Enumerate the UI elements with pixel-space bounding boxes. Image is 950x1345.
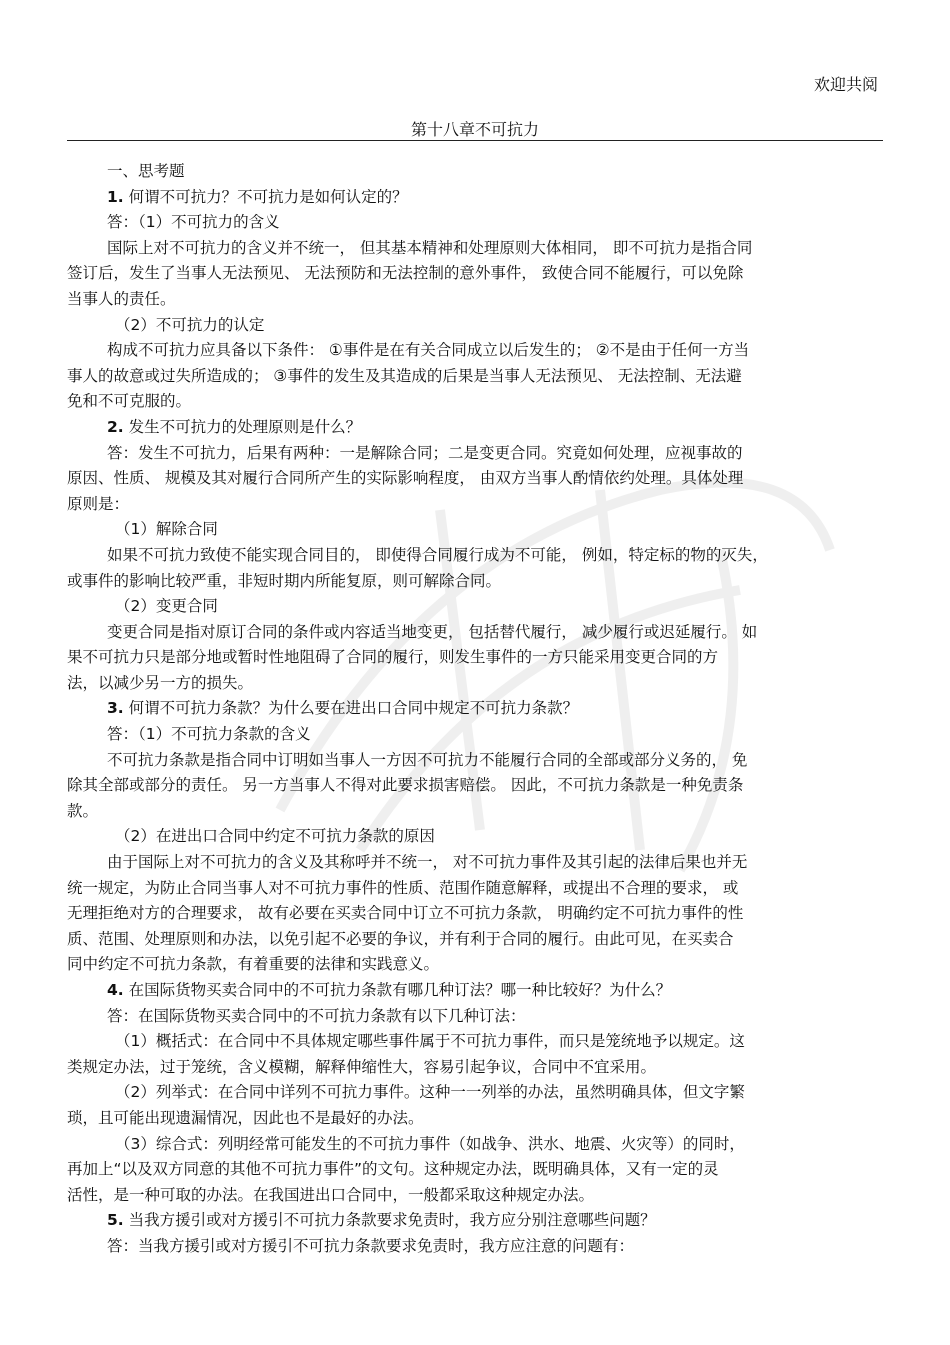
text-line xyxy=(67,1106,885,1132)
text-line xyxy=(67,466,885,492)
question-line xyxy=(67,185,885,211)
question-number: 1. xyxy=(107,187,124,206)
line-text: 活性，是一种可取的办法。在我国进出口合同中，一般都采取这种规定办法。 xyxy=(67,1185,595,1204)
chapter-title: 第十八章不可抗力 xyxy=(410,120,539,139)
line-text: 免和不可克服的。 xyxy=(67,392,192,411)
text-line xyxy=(67,799,885,825)
question-line xyxy=(67,415,885,441)
line-text: 不可抗力条款是指合同中订明如当事人一方因不可抗力不能履行合同的全部或部分义务的， 免 xyxy=(107,750,748,769)
question-number: 5. xyxy=(107,1211,124,1230)
question-line xyxy=(67,1208,885,1234)
line-text: （2）不可抗力的认定 xyxy=(115,315,265,334)
text-line xyxy=(67,1080,885,1106)
line-text: （3）综合式：列明经常可能发生的不可抗力事件（如战争、洪水、地震、火灾等）的同时， xyxy=(115,1134,745,1153)
text-line xyxy=(67,492,885,518)
line-text: 答：（1）不可抗力的含义 xyxy=(107,213,280,232)
line-text: （2）列举式：在合同中详列不可抗力事件。这种一一列举的办法，虽然明确具体，但文字繁 xyxy=(115,1083,745,1102)
question-number: 2. xyxy=(107,417,124,436)
text-line xyxy=(67,773,885,799)
line-text: 原因、性质、 规模及其对履行合同所产生的实际影响程度， 由双方当事人酌情依约处理。具体处理 xyxy=(67,469,744,488)
text-line xyxy=(67,261,885,287)
text-line xyxy=(67,287,885,313)
text-line xyxy=(67,1157,885,1183)
text-line xyxy=(67,901,885,927)
line-text: 由于国际上对不可抗力的含义及其称呼并不统一， 对不可抗力事件及其引起的法律后果也并无 xyxy=(107,853,748,872)
line-text: 类规定办法，过于笼统，含义模糊，解释伸缩性大，容易引起争议，合同中不宜采用。 xyxy=(67,1057,657,1076)
text-line xyxy=(67,1029,885,1055)
line-text: 款。 xyxy=(67,801,99,820)
question-line xyxy=(67,696,885,722)
text-line xyxy=(67,876,885,902)
line-text: 事人的故意或过失所造成的； ③事件的发生及其造成的后果是当事人无法预见、 无法控制、无法避 xyxy=(67,366,742,385)
line-text: 当我方援引或对方援引不可抗力条款要求免责时，我方应分别注意哪些问题？ xyxy=(123,1211,656,1230)
text-line xyxy=(67,1004,885,1030)
line-text: 答：（1）不可抗力条款的含义 xyxy=(107,725,311,744)
line-text: 国际上对不可抗力的含义并不统一， 但其基本精神和处理原则大体相同， 即不可抗力是指合同 xyxy=(107,238,753,257)
text-line xyxy=(67,748,885,774)
text-line xyxy=(67,338,885,364)
line-text: 无理拒绝对方的合理要求， 故有必要在买卖合同中订立不可抗力条款， 明确约定不可抗力事件的性 xyxy=(67,904,744,923)
question-number: 3. xyxy=(107,699,124,718)
text-line xyxy=(67,569,885,595)
line-text: 构成不可抗力应具备以下条件： ①事件是在有关合同成立以后发生的； ②不是由于任何一方当 xyxy=(107,341,750,360)
text-line xyxy=(67,159,885,185)
line-text: 原则是： xyxy=(67,494,130,513)
text-line xyxy=(67,722,885,748)
text-line xyxy=(67,1183,885,1209)
question-line xyxy=(67,978,885,1004)
line-text: 或事件的影响比较严重，非短时期内所能复原，则可解除合同。 xyxy=(67,571,502,590)
line-text: 一、思考题 xyxy=(107,162,185,180)
line-text: 如果不可抗力致使不能实现合同目的， 即使得合同履行成为不可能， 例如，特定标的物的灭失， xyxy=(107,545,768,564)
text-line xyxy=(67,1132,885,1158)
text-line xyxy=(67,517,885,543)
text-line xyxy=(67,364,885,390)
text-line xyxy=(67,236,885,262)
line-text: 答：在国际货物买卖合同中的不可抗力条款有以下几种订法： xyxy=(107,1006,526,1025)
line-text: （1）概括式：在合同中不具体规定哪些事件属于不可抗力事件，而只是笼统地予以规定。这 xyxy=(115,1032,745,1051)
question-number: 4. xyxy=(107,981,124,999)
line-text: （1）解除合同 xyxy=(115,520,218,539)
text-line xyxy=(67,594,885,620)
line-text: （2）变更合同 xyxy=(115,597,218,616)
header-divider xyxy=(67,140,883,141)
line-text: 何谓不可抗力条款？为什么要在进出口合同中规定不可抗力条款？ xyxy=(123,699,579,718)
line-text: 质、范围、处理原则和办法，以免引起不必要的争议，并有利于合同的履行。由此可见，在买卖合 xyxy=(67,929,734,948)
text-line xyxy=(67,1234,885,1260)
text-line xyxy=(67,313,885,339)
line-text: 统一规定，为防止合同当事人对不可抗力事件的性质、范围作随意解释，或提出不合理的要求， 或 xyxy=(67,878,739,897)
text-line xyxy=(67,1055,885,1081)
line-text: 签订后，发生了当事人无法预见、 无法预防和无法控制的意外事件， 致使合同不能履行，可以免除 xyxy=(67,264,744,283)
line-text: 变更合同是指对原订合同的条件或内容适当地变更， 包括替代履行， 减少履行或迟延履行。 如 xyxy=(107,622,758,641)
text-line xyxy=(67,389,885,415)
line-text: 琐，且可能出现遗漏情况，因此也不是最好的办法。 xyxy=(67,1108,424,1127)
line-text: 答：发生不可抗力，后果有两种：一是解除合同；二是变更合同。究竟如何处理，应视事故的 xyxy=(107,443,743,462)
text-line xyxy=(67,645,885,671)
line-text: 再加上“以及双方同意的其他不可抗力事件”的文句。这种规定办法，既明确具体，又有一定的灵 xyxy=(67,1160,719,1179)
document-body xyxy=(67,159,885,1260)
header-corner-text: 欢迎共阅 xyxy=(813,75,878,94)
line-text: 当事人的责任。 xyxy=(67,289,176,308)
line-text: 除其全部或部分的责任。 另一方当事人不得对此要求损害赔偿。 因此，不可抗力条款是一种免责条 xyxy=(67,776,744,795)
text-line xyxy=(67,927,885,953)
line-text: 在国际货物买卖合同中的不可抗力条款有哪几种订法？哪一种比较好？为什么？ xyxy=(123,981,672,999)
text-line xyxy=(67,824,885,850)
line-text: 何谓不可抗力？不可抗力是如何认定的？ xyxy=(123,187,408,206)
line-text: 答：当我方援引或对方援引不可抗力条款要求免责时，我方应注意的问题有： xyxy=(107,1236,635,1255)
text-line xyxy=(67,441,885,467)
text-line xyxy=(67,671,885,697)
line-text: （2）在进出口合同中约定不可抗力条款的原因 xyxy=(115,827,435,846)
text-line xyxy=(67,543,885,569)
text-line xyxy=(67,620,885,646)
line-text: 发生不可抗力的处理原则是什么？ xyxy=(123,417,362,436)
text-line xyxy=(67,210,885,236)
line-text: 同中约定不可抗力条款，有着重要的法律和实践意义。 xyxy=(67,955,440,974)
line-text: 法，以减少另一方的损失。 xyxy=(67,673,254,692)
line-text: 果不可抗力只是部分地或暂时性地阻碍了合同的履行，则发生事件的一方只能采用变更合同的方 xyxy=(67,648,719,667)
text-line xyxy=(67,952,885,978)
text-line xyxy=(67,850,885,876)
